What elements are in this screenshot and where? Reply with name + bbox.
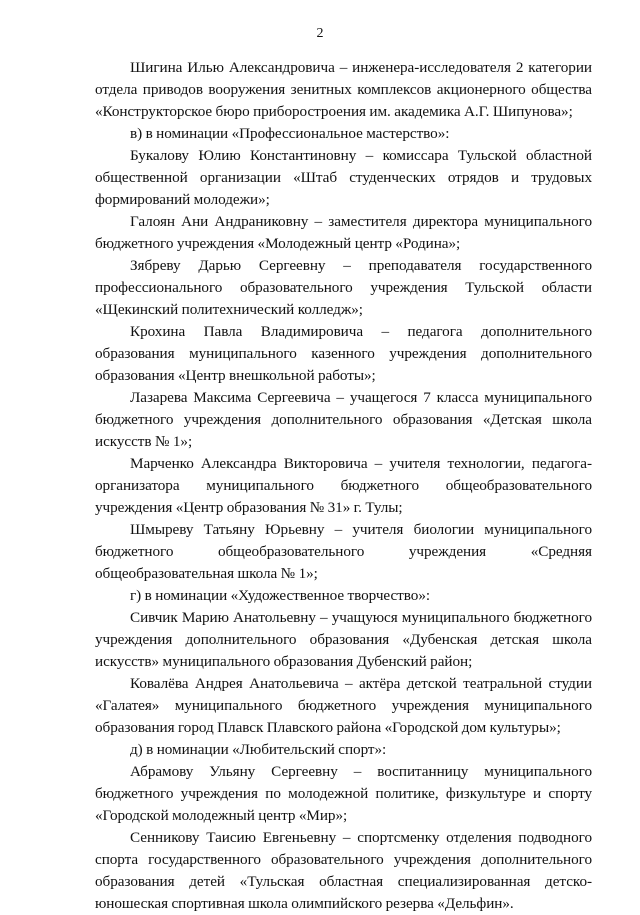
paragraph-sivchik: Сивчик Марию Анатольевну – учащуюся муниципального бюджетного учреждения дополнительного образования «Дубенская детская школа искусств» муниципального образования Дубенский район;	[95, 609, 592, 670]
paragraph-galoyan: Галоян Ани Андраниковну – заместителя директора муниципального бюджетного учреждения «Молодежный центр «Родина»;	[95, 213, 592, 252]
paragraph-lazarev: Лазарева Максима Сергеевича – учащегося 7 класса муниципального бюджетного учреждения дополнительного образования «Детская школа искусств № 1»;	[95, 389, 592, 450]
page-number: 2	[316, 26, 324, 41]
paragraph-krokhin: Крохина Павла Владимировича – педагога дополнительного образования муниципального казенного учреждения дополнительного образования «Центр внешкольной работы»;	[95, 323, 592, 384]
paragraph-bukalova: Букалову Юлию Константиновну – комиссара Тульской областной общественной организации «Штаб студенческих отрядов и трудовых формирований молодежи»;	[95, 147, 592, 208]
nomination-amateur-sport-heading: д) в номинации «Любительский спорт»:	[130, 741, 387, 758]
nomination-professional-mastery-heading: в) в номинации «Профессиональное мастерство»:	[130, 125, 450, 142]
paragraph-marchenko: Марченко Александра Викторовича – учителя технологии, педагога-организатора муниципального бюджетного общеобразовательного учреждения «Центр образования № 31» г. Тулы;	[95, 455, 592, 516]
paragraph-kovalev: Ковалёва Андрея Анатольевича – актёра детской театральной студии «Галатея» муниципального бюджетного учреждения муниципального образования город Плавск Плавского района «Городской дом культуры»;	[95, 675, 592, 736]
paragraph-abramova: Абрамову Ульяну Сергеевну – воспитанницу муниципального бюджетного учреждения по молодежной политике, физкультуре и спорту «Городской молодежный центр «Мир»;	[95, 763, 592, 824]
paragraph-shigin: Шигина Илью Александровича – инженера-исследователя 2 категории отдела приводов вооружения зенитных комплексов акционерного общества «Конструкторское бюро приборостроения им. академика А.Г. Шипунова»;	[95, 59, 592, 120]
paragraph-shmyreva: Шмыреву Татьяну Юрьевну – учителя биологии муниципального бюджетного общеобразовательного учреждения «Средняя общеобразовательная школа № 1»;	[95, 521, 592, 582]
paragraph-sennikova: Сенникову Таисию Евгеньевну – спортсменку отделения подводного спорта государственного образовательного учреждения дополнительного образования детей «Тульская областная специализированная детско-юношеская спортивная школа олимпийского резерва «Дельфин».	[95, 829, 592, 912]
document-body	[95, 57, 592, 915]
paragraph-zyabreva: Зябреву Дарью Сергеевну – преподавателя государственного профессионального образовательного учреждения Тульской области «Щекинский политехнический колледж»;	[95, 257, 592, 318]
nomination-artistic-creativity-heading: г) в номинации «Художественное творчество»:	[130, 587, 431, 604]
